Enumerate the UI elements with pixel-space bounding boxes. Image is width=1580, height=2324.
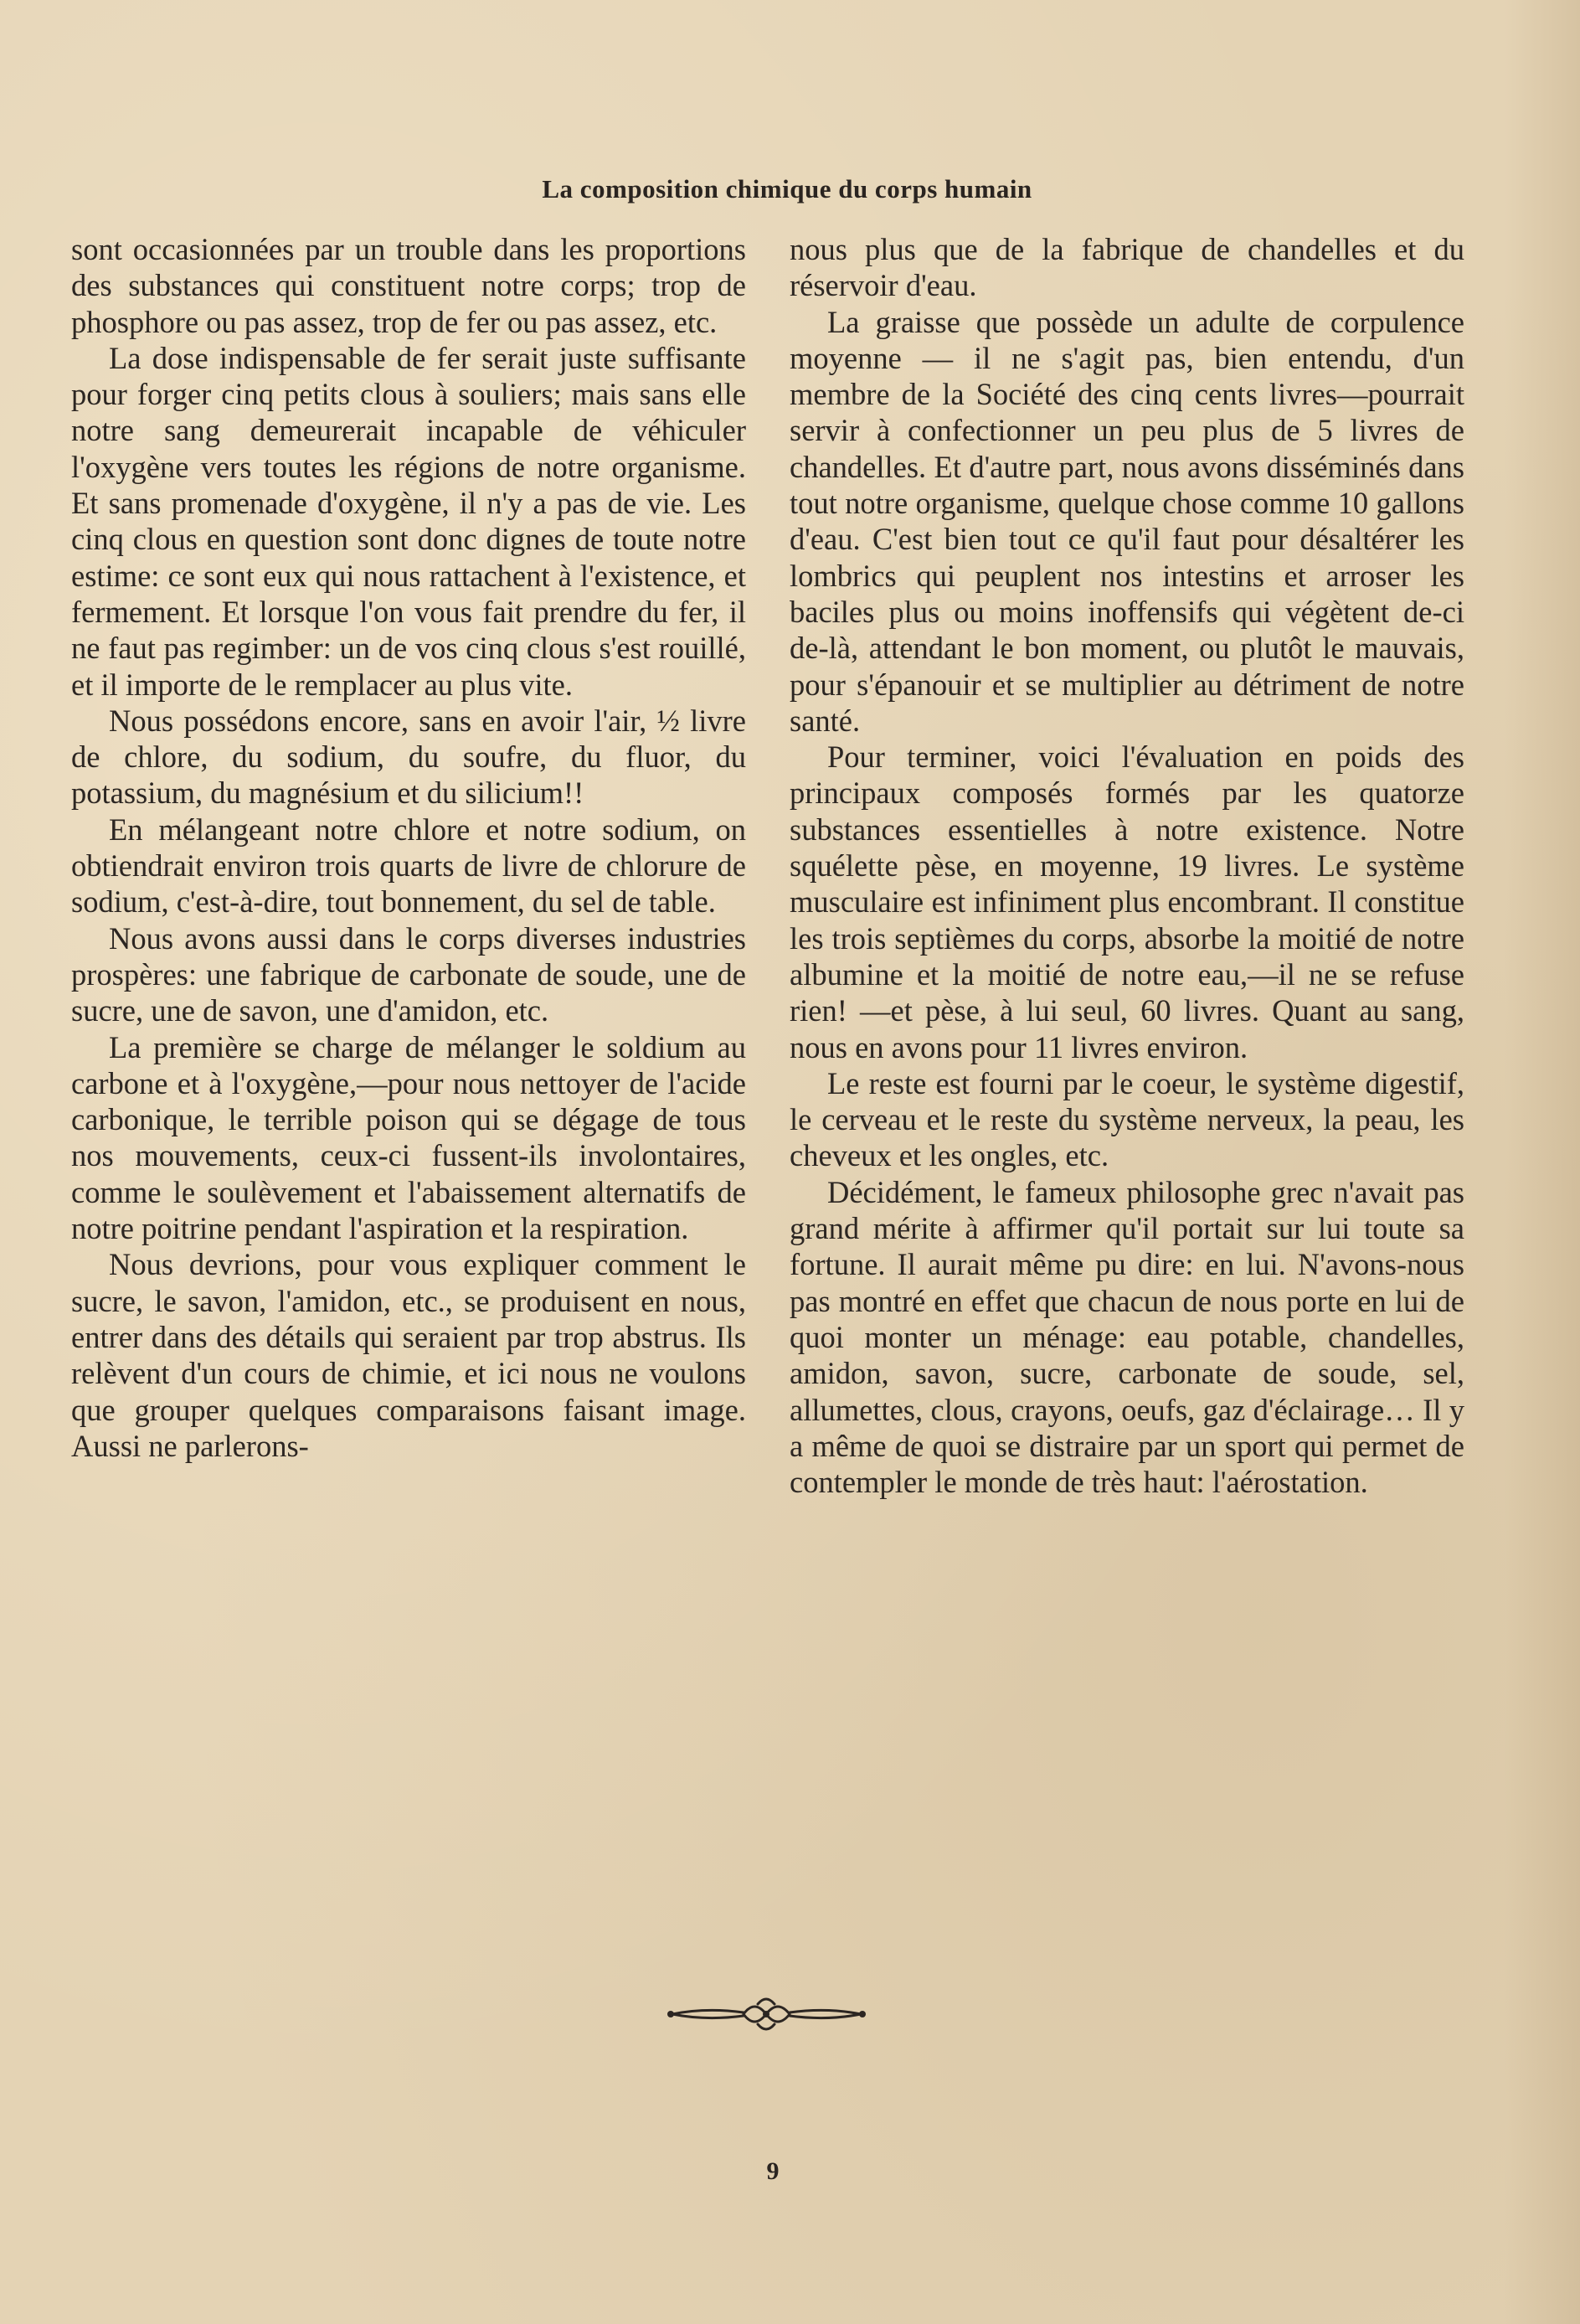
paragraph: En mélangeant notre chlore et notre sodium, on obtiendrait environ trois quarts de livre de chlorure de sodium, c'est-à-dire, tout bonnement, du sel de table. xyxy=(71,812,746,920)
paragraph: Nous possédons encore, sans en avoir l'air, ½ livre de chlore, du sodium, du soufre, du fluor, du potassium, du magnésium et du silicium!! xyxy=(71,703,746,811)
paragraph: Décidément, le fameux philosophe grec n'avait pas grand mérite à affirmer qu'il portait sur lui toute sa fortune. Il aurait même pu dire: en lui. N'avons-nous pas montré en effet que chacun de nous porte en lui de quoi monter un ménage: eau potable, chandelles, amidon, savon, sucre, carbonate de soude, sel, allumettes, clous, crayons, oeufs, gaz d'éclairage… Il y a même de quoi se distraire par un sport qui permet de contempler le monde de très haut: l'aérostation. xyxy=(790,1174,1464,1500)
page-edge-shading xyxy=(1505,0,1580,2324)
page-number: 9 xyxy=(766,2157,780,2185)
paragraph: Pour terminer, voici l'évaluation en poids des principaux composés formés par les quatorze substances essentielles à notre existence. Notre squélette pèse, en moyenne, 19 livres. Le système musculaire est infiniment plus encombrant. Il constitue les trois septièmes du corps, absorbe la moitié de notre albumine et la moitié de notre eau,—il ne se refuse rien! —et pèse, à lui seul, 60 livres. Quant au sang, nous en avons pour 11 livres environ. xyxy=(790,739,1464,1064)
paragraph: Nous avons aussi dans le corps diverses industries prospères: une fabrique de carbonate de soude, une de sucre, une de savon, une d'amidon, etc. xyxy=(71,920,746,1028)
left-column xyxy=(71,231,746,1464)
paragraph: La première se charge de mélanger le soldium au carbone et à l'oxygène,—pour nous nettoyer de l'acide carbonique, le terrible poison qui se dégage de tous nos mouvements, ceux-ci fussent-ils involontaires, comme le soulèvement et l'abaissement alternatifs de notre poitrine pendant l'aspiration et la respiration. xyxy=(71,1029,746,1246)
paragraph: La graisse que possède un adulte de corpulence moyenne — il ne s'agit pas, bien entendu, d'un membre de la Société des cinq cents livres—pourrait servir à confectionner un peu plus de 5 livres de chandelles. Et d'autre part, nous avons disséminés dans tout notre organisme, quelque chose comme 10 gallons d'eau. C'est bien tout ce qu'il faut pour désaltérer les lombrics qui peuplent nos intestins et arroser les baciles plus ou moins inoffensifs qui végètent de-ci de-là, attendant le bon moment, ou plutôt le mauvais, pour s'épanouir et se multiplier au détriment de notre santé. xyxy=(790,304,1464,738)
paragraph: La dose indispensable de fer serait juste suffisante pour forger cinq petits clous à souliers; mais sans elle notre sang demeurerait incapable de véhiculer l'oxygène vers toutes les régions de notre organisme. Et sans promenade d'oxygène, il n'y a pas de vie. Les cinq clous en question sont donc dignes de toute notre estime: ce sont eux qui nous rattachent à l'existence, et fermement. Et lorsque l'on vous fait prendre du fer, il ne faut pas regimber: un de vos cinq clous s'est rouillé, et il importe de le remplacer au plus vite. xyxy=(71,340,746,702)
running-header: La composition chimique du corps humain xyxy=(542,174,1032,204)
paragraph: nous plus que de la fabrique de chandelles et du réservoir d'eau. xyxy=(790,232,1464,303)
paragraph: sont occasionnées par un trouble dans les proportions des substances qui constituent notre corps; trop de phosphore ou pas assez, trop de fer ou pas assez, etc. xyxy=(71,232,746,339)
paragraph: Nous devrions, pour vous expliquer comment le sucre, le savon, l'amidon, etc., se produisent en nous, entrer dans des détails qui seraient par trop abstrus. Ils relèvent d'un cours de chimie, et ici nous ne voulons que grouper quelques comparaisons faisant image. Aussi ne parlerons- xyxy=(71,1247,746,1463)
paragraph: Le reste est fourni par le coeur, le système digestif, le cerveau et le reste du système nerveux, la peau, les cheveux et les ongles, etc. xyxy=(790,1065,1464,1173)
ornament-divider-icon xyxy=(664,1989,869,2039)
right-column xyxy=(790,231,1464,1500)
